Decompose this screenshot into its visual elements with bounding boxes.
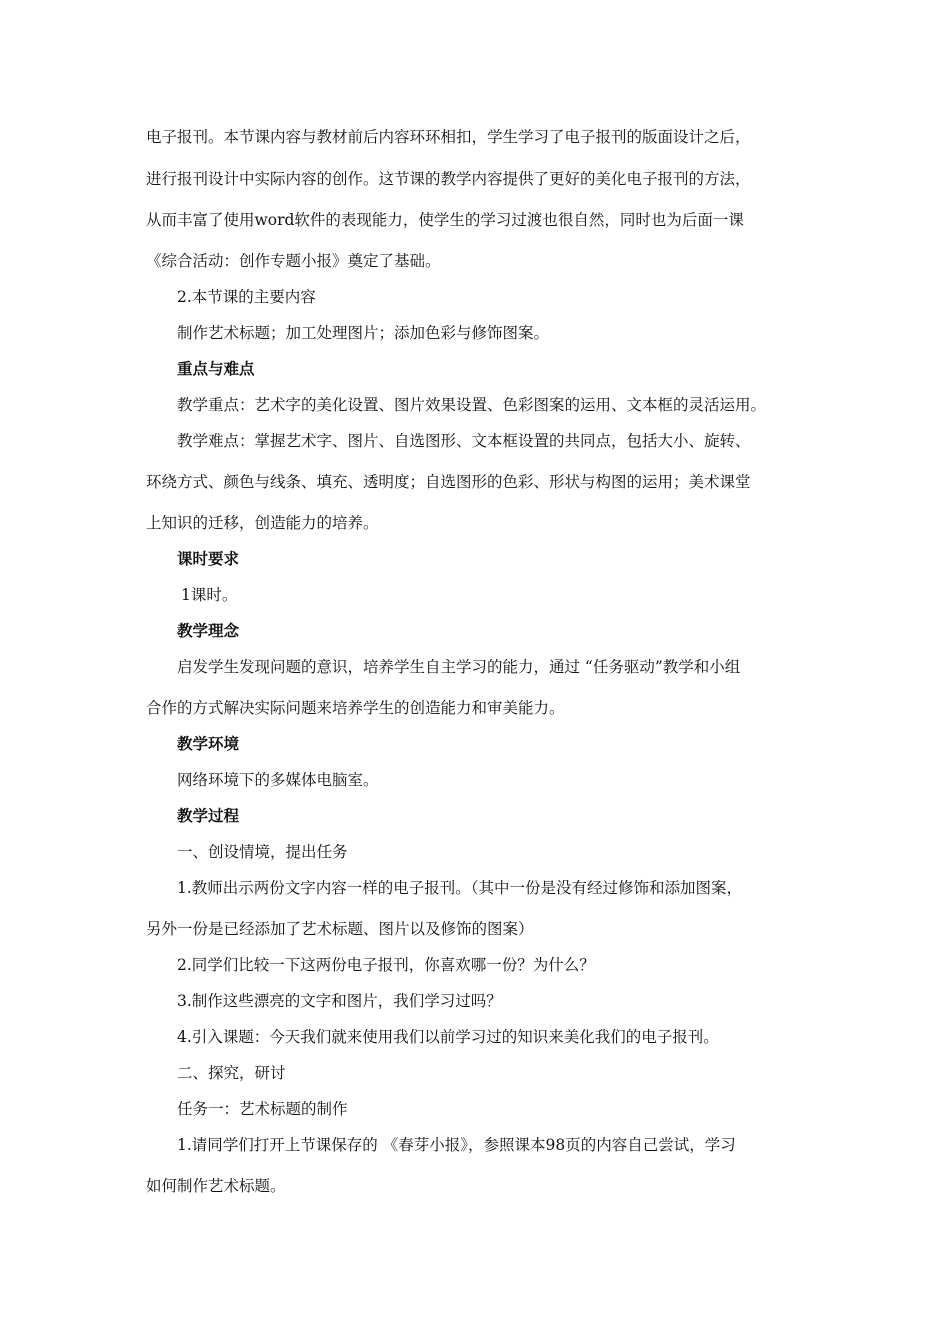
paragraph-line: 电子报刊。本节课内容与教材前后内容环环相扣，学生学习了电子报刊的版面设计之后， xyxy=(146,128,751,146)
paragraph-line: 合作的方式解决实际问题来培养学生的创造能力和审美能力。 xyxy=(146,699,565,717)
paragraph-line: 制作艺术标题；加工处理图片；添加色彩与修饰图案。 xyxy=(177,324,550,342)
section-heading: 教学理念 xyxy=(177,622,240,640)
paragraph-line: 任务一：艺术标题的制作 xyxy=(177,1100,348,1118)
paragraph-line: 1.请同学们打开上节课保存的 《春芽小报》，参照课本98页的内容自己尝试，学习 xyxy=(177,1136,736,1154)
paragraph-line: 2.本节课的主要内容 xyxy=(177,288,316,306)
paragraph-line: 4.引入课题：今天我们就来使用我们以前学习过的知识来美化我们的电子报刊。 xyxy=(177,1028,719,1046)
paragraph-line: 如何制作艺术标题。 xyxy=(146,1177,286,1195)
paragraph-line: 环绕方式、颜色与线条、填充、透明度；自选图形的色彩、形状与构图的运用；美术课堂 xyxy=(146,473,751,491)
paragraph-line: 2.同学们比较一下这两份电子报刊，你喜欢哪一份？为什么？ xyxy=(177,956,595,974)
paragraph-line: 教学重点：艺术字的美化设置、图片效果设置、色彩图案的运用、文本框的灵活运用。 xyxy=(177,396,767,414)
paragraph-line: 教学难点：掌握艺术字、图片、自选图形、文本框设置的共同点，包括大小、旋转、 xyxy=(177,432,751,450)
section-heading: 课时要求 xyxy=(177,550,240,568)
paragraph-line: 二、探究，研讨 xyxy=(177,1064,286,1082)
paragraph-line: 上知识的迁移，创造能力的培养。 xyxy=(146,514,379,532)
section-heading: 教学环境 xyxy=(177,735,240,753)
paragraph-line: 1课时。 xyxy=(181,586,238,604)
paragraph-line: 1.教师出示两份文字内容一样的电子报刊。（其中一份是没有经过修饰和添加图案， xyxy=(177,879,743,897)
section-heading: 重点与难点 xyxy=(177,360,255,378)
paragraph-line: 另外一份是已经添加了艺术标题、图片以及修饰的图案） xyxy=(146,920,534,938)
paragraph-line: 网络环境下的多媒体电脑室。 xyxy=(177,771,379,789)
paragraph-line: 《综合活动：创作专题小报》奠定了基础。 xyxy=(146,252,441,270)
paragraph-line: 一、创设情境，提出任务 xyxy=(177,843,348,861)
paragraph-line: 启发学生发现问题的意识，培养学生自主学习的能力，通过 “任务驱动”教学和小组 xyxy=(177,658,741,676)
paragraph-line: 3.制作这些漂亮的文字和图片，我们学习过吗？ xyxy=(177,992,502,1010)
paragraph-line: 进行报刊设计中实际内容的创作。这节课的教学内容提供了更好的美化电子报刊的方法， xyxy=(146,170,751,188)
paragraph-line: 从而丰富了使用word软件的表现能力，使学生的学习过渡也很自然，同时也为后面一课 xyxy=(146,211,744,229)
section-heading: 教学过程 xyxy=(177,807,240,825)
